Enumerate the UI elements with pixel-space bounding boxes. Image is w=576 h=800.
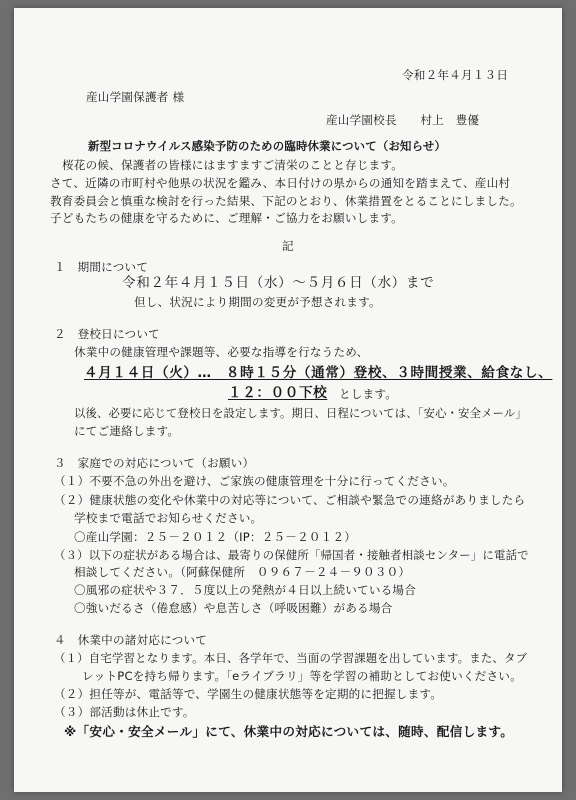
section-3-heading: ３ 家庭での対応について（お願い）	[54, 456, 255, 470]
document-page	[14, 8, 562, 792]
school-day-schedule: ４月１４日（火）… ８時１５分（通常）登校、３時間授業、給食なし、	[84, 365, 553, 381]
period-text: 令和２年４月１５日（水）～５月６日（水）まで	[122, 275, 435, 291]
section-2-heading: ２ 登校日について	[54, 327, 160, 341]
dismissal-time: １２：００下校	[228, 385, 328, 401]
section-1-heading: １ 期間について	[54, 260, 149, 274]
intro-line-1: 桜花の候、保護者の皆様にはますますご清栄のことと存じます。	[62, 158, 404, 172]
intro-line-4: 子どもたちの健康を守るために、ご理解・ご協力をお願いします。	[50, 211, 403, 225]
closure-item-1-line-1: （１）自宅学習となります。本日、各学年で、当面の学習課題を出しています。また、タブ	[54, 651, 528, 665]
symptom-1: 〇風邪の症状や３７．５度以上の発熱が４日以上続いている場合	[74, 583, 417, 597]
home-item-1: （１）不要不急の外出を避け、ご家族の健康管理を十分に行ってください。	[54, 474, 455, 488]
school-phone: 〇産山学園：２５－２０１２（IP：２５－２０１２）	[74, 530, 357, 544]
recipient: 産山学園保護者 様	[86, 90, 185, 104]
date: 令和２年４月１３日	[402, 68, 509, 82]
document-title: 新型コロナウイルス感染予防のための臨時休業について（お知らせ）	[88, 139, 447, 153]
home-item-3-line-1: （３）以下の症状がある場合は、最寄りの保健所「帰国者・接触者相談センター」に電話で	[54, 548, 529, 562]
intro-line-2: さて、近隣の市町村や他県の状況を鑑み、本日付けの県からの通知を踏まえて、産山村	[50, 176, 511, 190]
closure-item-1-line-2: レットPCを持ち帰ります。「eライブラリ」等を学習の補助としてお使いください。	[82, 669, 522, 683]
home-item-2-line-2: 学校まで電話でお知らせください。	[74, 511, 263, 525]
school-day-after-1: 以後、必要に応じて登校日を設定します。期日、日程については、「安心・安全メール」	[74, 407, 527, 420]
closure-item-3: （３）部活動は休止です。	[54, 705, 195, 719]
section-4-heading: ４ 休業中の諸対応について	[54, 633, 208, 647]
period-note: 但し、状況により期間の変更が予想されます。	[134, 295, 381, 309]
home-item-3-line-2: 相談してください。（阿蘇保健所 ０９６７－２４－９０３０）	[74, 565, 411, 579]
home-item-2-line-1: （２）健康状態の変化や休業中の対応等について、ご相談や緊急での連絡がありましたら	[54, 493, 526, 507]
closure-item-2: （２）担任等が、電話等で、学園生の健康状態等を定期的に把握します。	[54, 687, 443, 701]
intro-line-3: 教育委員会と慎重な検討を行った結果、下記のとおり、休業措置をとることにしました。	[50, 194, 522, 208]
symptom-2: 〇強いだるさ（倦怠感）や息苦しさ（呼吸困難）がある場合	[74, 601, 393, 615]
schedule-end: とします。	[339, 387, 398, 401]
school-day-after-2: にてご連絡します。	[74, 424, 180, 438]
closing-note: ※「安心・安全メール」にて、休業中の対応については、随時、配信します。	[64, 724, 514, 739]
sender: 産山学園校長 村上 豊優	[326, 113, 480, 127]
ki-heading: 記	[282, 239, 294, 253]
school-day-intro: 休業中の健康管理や課題等、必要な指導を行なうため、	[74, 345, 369, 359]
